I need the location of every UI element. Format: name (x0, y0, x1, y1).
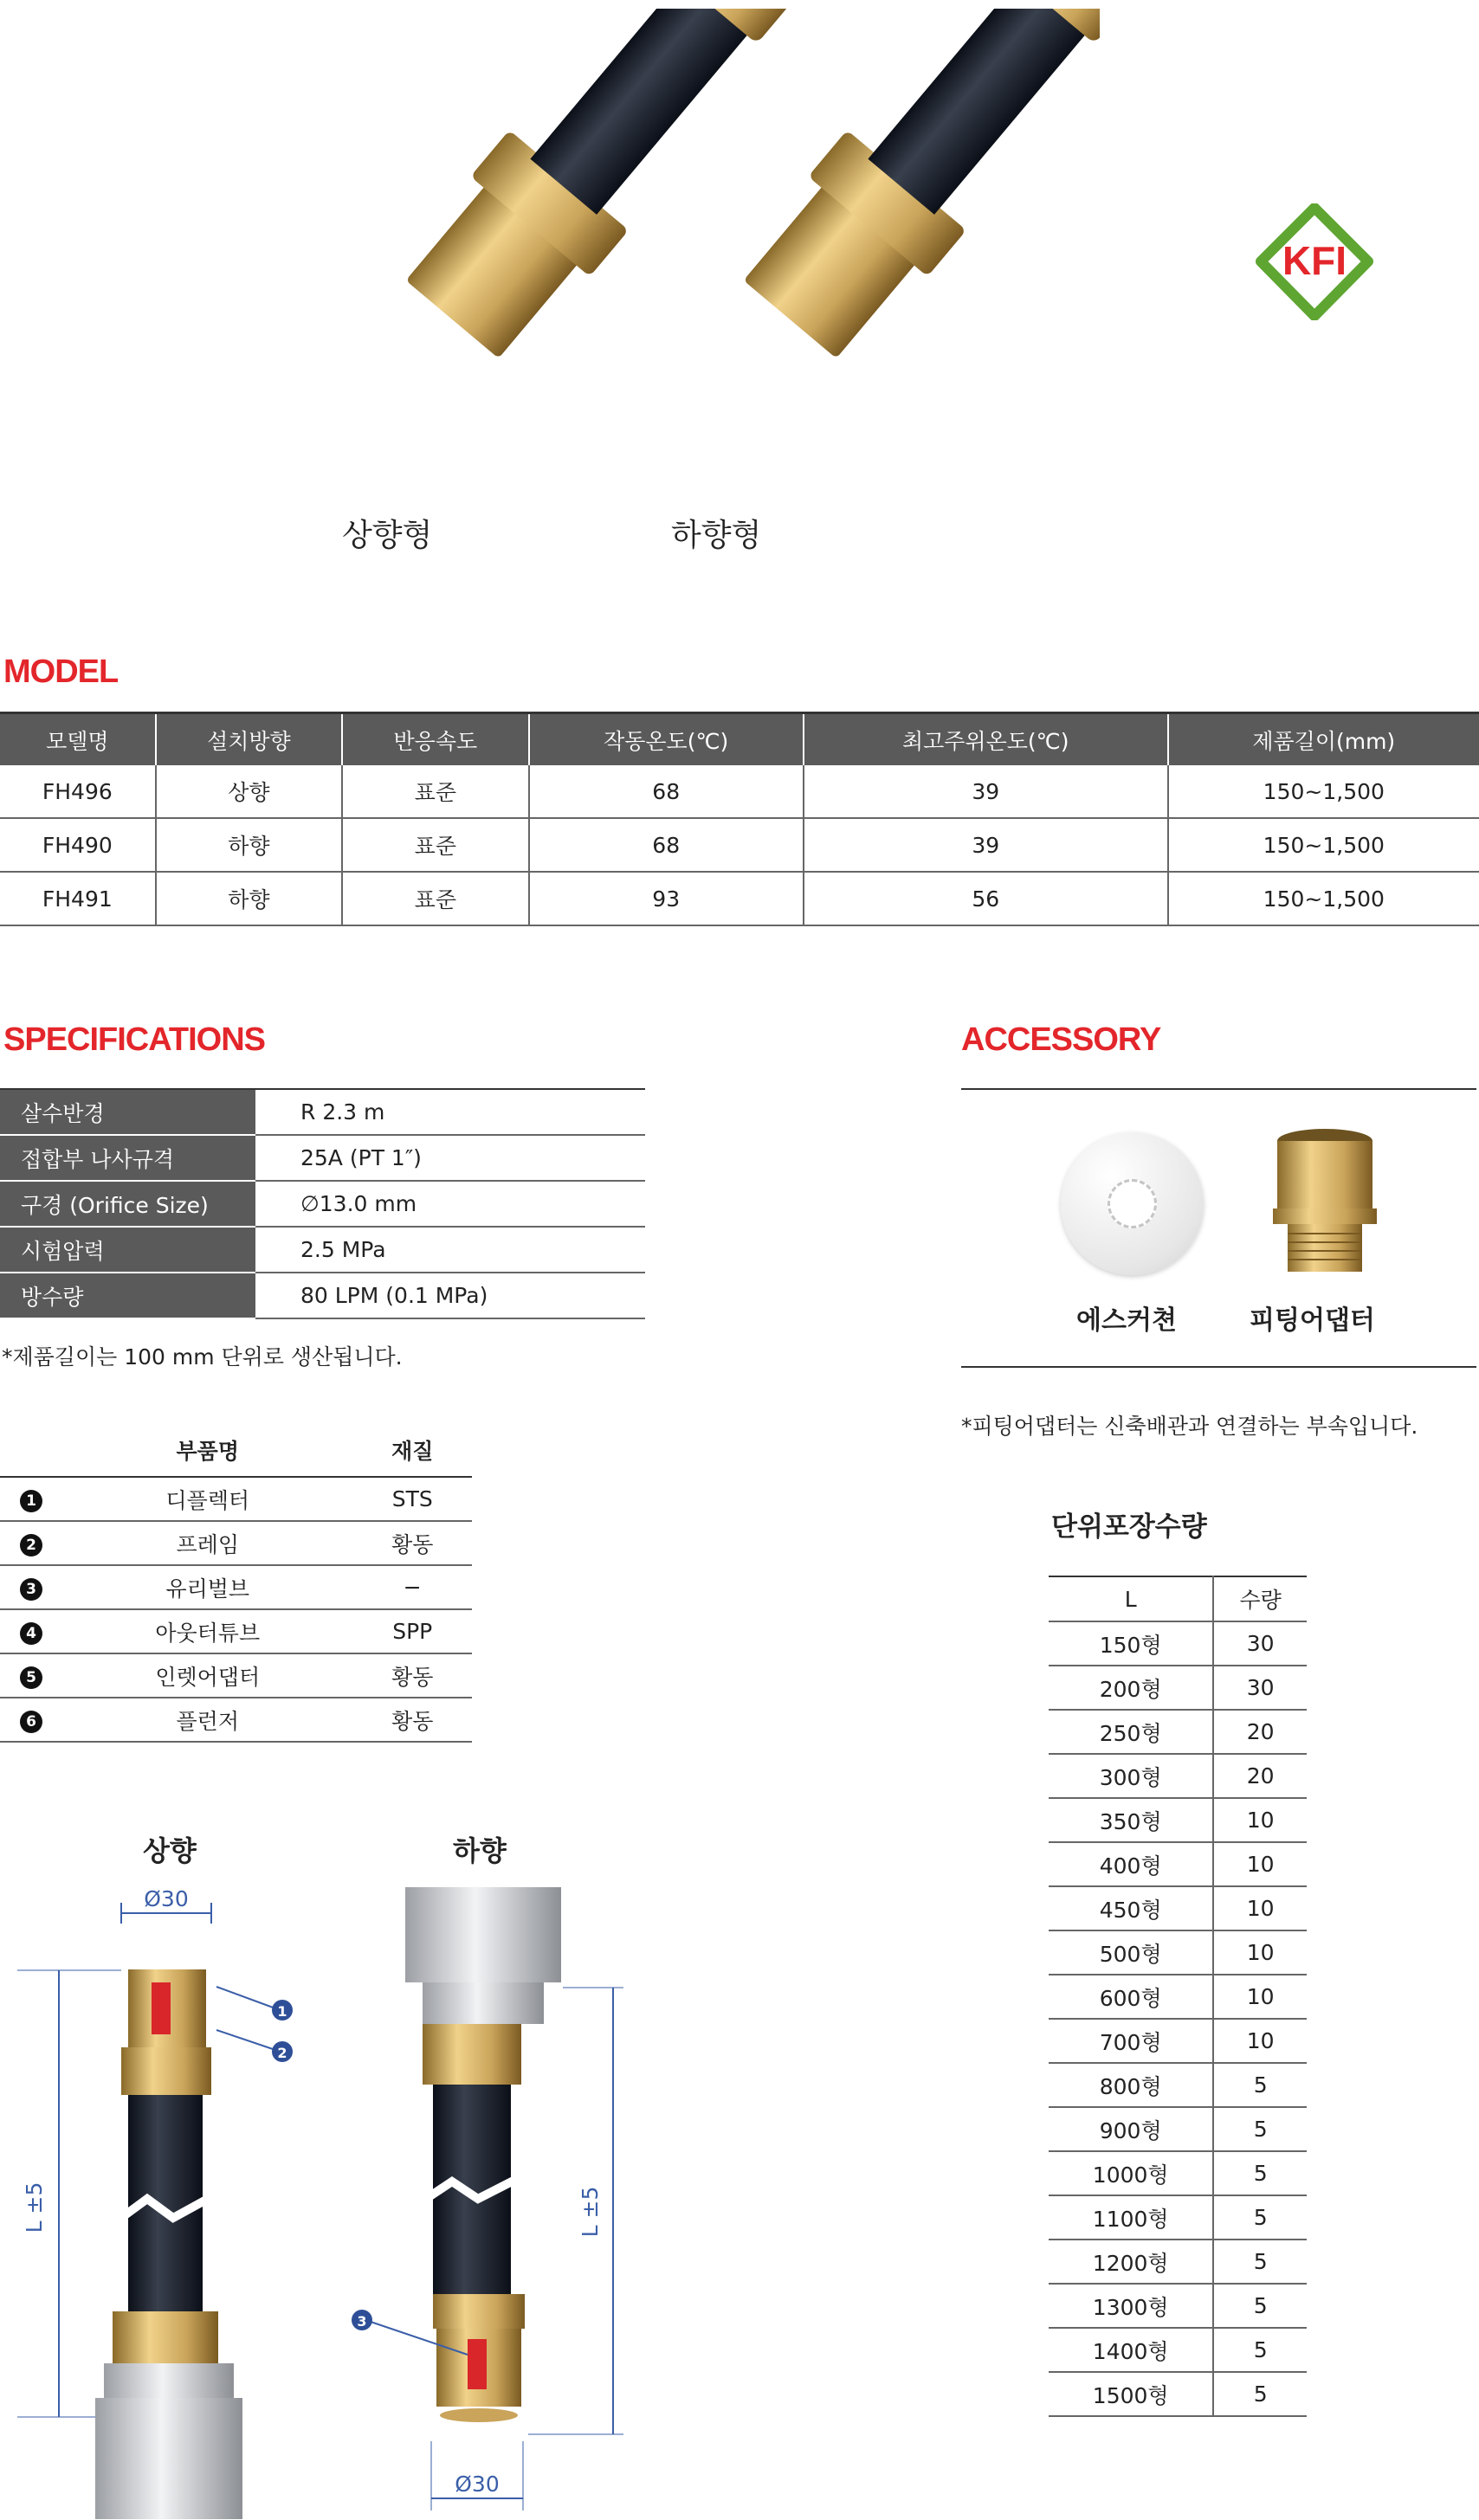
pendent-diagram (352, 1887, 623, 2510)
table-row (0, 1565, 472, 1609)
upright-width-label: Ø30 (144, 1887, 189, 1911)
model-col-direction: 설치방향 (156, 713, 342, 766)
pack-qty-cell: 10 (1213, 1842, 1307, 1886)
accessory-heading: ACCESSORY (961, 1022, 1161, 1058)
pack-length-cell: 300형 (1049, 1754, 1213, 1798)
callout-1: 1 (277, 2003, 287, 2020)
table-row (1049, 1666, 1307, 1710)
pack-qty-cell: 5 (1213, 2107, 1307, 2151)
parts-table (0, 1424, 472, 1743)
cell: 39 (804, 765, 1168, 818)
pack-qty-cell: 5 (1213, 2063, 1307, 2107)
cell: 황동 (353, 1653, 473, 1698)
pack-length-cell: 400형 (1049, 1842, 1213, 1886)
pack-qty-cell: 20 (1213, 1710, 1307, 1754)
cell: 68 (529, 765, 804, 818)
pendent-sprinkler-image (730, 9, 1100, 370)
cell: SPP (353, 1609, 473, 1653)
specifications-table (0, 1088, 645, 1319)
packaging-title: 단위포장수량 (1051, 1511, 1207, 1543)
part-number-badge: 6 (20, 1711, 42, 1733)
spec-key: 접합부 나사규격 (0, 1135, 255, 1181)
fitting-adapter-image (1269, 1125, 1381, 1281)
cell: STS (353, 1477, 473, 1521)
pack-qty-cell: 30 (1213, 1666, 1307, 1710)
table-row (1049, 2372, 1307, 2416)
cell: FH491 (0, 872, 156, 925)
accessory-top-rule (961, 1088, 1476, 1090)
table-row (0, 1135, 645, 1181)
cell: 황동 (353, 1521, 473, 1565)
specifications-heading: SPECIFICATIONS (3, 1022, 265, 1058)
table-row (0, 1181, 645, 1227)
caption-pendent: 하향형 (671, 518, 762, 553)
diagram-upright-title: 상향 (143, 1834, 197, 1867)
pack-length-cell: 1500형 (1049, 2372, 1213, 2416)
pack-qty-cell: 5 (1213, 2151, 1307, 2195)
model-col-max-temp: 최고주위온도(℃) (804, 713, 1168, 766)
cell: 프레임 (62, 1521, 353, 1565)
kfi-logo-text: KFI (1282, 238, 1347, 283)
pack-qty-cell: 5 (1213, 2240, 1307, 2284)
cell: 유리벌브 (62, 1565, 353, 1609)
cell: 150~1,500 (1168, 818, 1479, 872)
dimension-diagram (0, 1887, 693, 2520)
table-row (1049, 2284, 1307, 2328)
spec-key: 살수반경 (0, 1089, 255, 1135)
pack-length-cell: 1000형 (1049, 2151, 1213, 2195)
length-note: *제품길이는 100 mm 단위로 생산됩니다. (2, 1344, 403, 1370)
pack-length-cell: 450형 (1049, 1886, 1213, 1930)
part-number-badge: 1 (20, 1490, 42, 1512)
model-col-temp: 작동온도(℃) (529, 713, 804, 766)
cell: 150~1,500 (1168, 765, 1479, 818)
table-row (1049, 2063, 1307, 2107)
table-row (0, 1698, 472, 1742)
pack-col-length: L (1049, 1576, 1213, 1621)
table-row (0, 818, 1479, 872)
table-row (1049, 2019, 1307, 2063)
table-row (1049, 1975, 1307, 2019)
upright-diagram (17, 1887, 293, 2519)
spec-key: 방수량 (0, 1273, 255, 1318)
parts-col-material: 재질 (353, 1424, 473, 1477)
table-row (0, 1227, 645, 1273)
cell: 플런저 (62, 1698, 353, 1742)
diagram-pendent-title: 하향 (453, 1834, 507, 1867)
table-row (1049, 2195, 1307, 2240)
pack-length-cell: 150형 (1049, 1621, 1213, 1666)
spec-key: 시험압력 (0, 1227, 255, 1273)
pack-qty-cell: 5 (1213, 2284, 1307, 2328)
part-number-badge: 3 (20, 1578, 42, 1601)
pack-qty-cell: 5 (1213, 2195, 1307, 2240)
accessory-adapter-label: 피팅어댑터 (1250, 1305, 1375, 1336)
pack-length-cell: 1300형 (1049, 2284, 1213, 2328)
pack-qty-cell: 20 (1213, 1754, 1307, 1798)
pack-length-cell: 600형 (1049, 1975, 1213, 2019)
table-row (0, 1521, 472, 1565)
upright-length-label: L ±5 (22, 2182, 47, 2233)
part-number-badge: 4 (20, 1622, 42, 1645)
pack-length-cell: 700형 (1049, 2019, 1213, 2063)
pack-length-cell: 800형 (1049, 2063, 1213, 2107)
pack-length-cell: 900형 (1049, 2107, 1213, 2151)
pack-qty-cell: 10 (1213, 2019, 1307, 2063)
cell: 150~1,500 (1168, 872, 1479, 925)
cell: 93 (529, 872, 804, 925)
pack-length-cell: 250형 (1049, 1710, 1213, 1754)
table-row (1049, 1886, 1307, 1930)
pendent-length-label: L ±5 (578, 2186, 603, 2238)
accessory-note: *피팅어댑터는 신축배관과 연결하는 부속입니다. (961, 1414, 1418, 1439)
table-row (1049, 2151, 1307, 2195)
pack-length-cell: 350형 (1049, 1798, 1213, 1842)
pack-qty-cell: 5 (1213, 2372, 1307, 2416)
table-row (0, 765, 1479, 818)
pack-col-qty: 수량 (1213, 1576, 1307, 1621)
table-row (0, 1653, 472, 1698)
table-row (1049, 2240, 1307, 2284)
parts-col-name: 부품명 (62, 1424, 353, 1477)
model-col-name: 모델명 (0, 713, 156, 766)
cell: FH496 (0, 765, 156, 818)
table-row (0, 1477, 472, 1521)
pack-qty-cell: 30 (1213, 1621, 1307, 1666)
pack-length-cell: 1200형 (1049, 2240, 1213, 2284)
spec-value: R 2.3 m (255, 1089, 645, 1135)
cell: 하향 (156, 872, 342, 925)
table-row (1049, 1754, 1307, 1798)
table-row (0, 1089, 645, 1135)
packaging-table (1049, 1576, 1307, 2417)
caption-upright: 상향형 (342, 518, 433, 553)
table-row (0, 1609, 472, 1653)
spec-value: 80 LPM (0.1 MPa) (255, 1273, 645, 1318)
cell: 디플렉터 (62, 1477, 353, 1521)
pack-length-cell: 200형 (1049, 1666, 1213, 1710)
pack-qty-cell: 10 (1213, 1975, 1307, 2019)
cell: 황동 (353, 1698, 473, 1742)
cell: 68 (529, 818, 804, 872)
pack-length-cell: 500형 (1049, 1930, 1213, 1975)
cell: 표준 (342, 765, 528, 818)
escutcheon-image (1061, 1132, 1204, 1275)
pack-length-cell: 1400형 (1049, 2328, 1213, 2372)
cell: FH490 (0, 818, 156, 872)
table-row (1049, 2328, 1307, 2372)
pack-length-cell: 1100형 (1049, 2195, 1213, 2240)
accessory-escutcheon-label: 에스커쳔 (1076, 1305, 1177, 1336)
cell: 아웃터튜브 (62, 1609, 353, 1653)
pack-qty-cell: 10 (1213, 1930, 1307, 1975)
cell: 표준 (342, 818, 528, 872)
model-col-response: 반응속도 (342, 713, 528, 766)
model-col-length: 제품길이(mm) (1168, 713, 1479, 766)
cell: 표준 (342, 872, 528, 925)
part-number-badge: 2 (20, 1534, 42, 1556)
table-row (1049, 2107, 1307, 2151)
accessory-bottom-rule (961, 1366, 1476, 1368)
spec-value: 25A (PT 1″) (255, 1135, 645, 1181)
table-row (1049, 1621, 1307, 1666)
product-photos (286, 9, 1100, 493)
kfi-logo (1254, 203, 1375, 320)
cell: 56 (804, 872, 1168, 925)
cell: 상향 (156, 765, 342, 818)
cell: 하향 (156, 818, 342, 872)
table-row (0, 1273, 645, 1318)
pack-qty-cell: 10 (1213, 1886, 1307, 1930)
model-table (0, 712, 1479, 926)
pack-qty-cell: 10 (1213, 1798, 1307, 1842)
table-row (1049, 1930, 1307, 1975)
callout-2: 2 (277, 2045, 287, 2061)
table-row (1049, 1710, 1307, 1754)
pack-qty-cell: 5 (1213, 2328, 1307, 2372)
spec-key: 구경 (Orifice Size) (0, 1181, 255, 1227)
parts-col-num (0, 1424, 62, 1477)
pendent-width-label: Ø30 (455, 2472, 500, 2497)
cell: − (353, 1565, 473, 1609)
table-row (1049, 1842, 1307, 1886)
table-row (0, 872, 1479, 925)
part-number-badge: 5 (20, 1666, 42, 1689)
callout-3: 3 (357, 2313, 367, 2330)
cell: 인렛어댑터 (62, 1653, 353, 1698)
cell: 39 (804, 818, 1168, 872)
table-row (1049, 1798, 1307, 1842)
spec-value: 2.5 MPa (255, 1227, 645, 1273)
model-heading: MODEL (3, 654, 119, 690)
spec-value: ∅13.0 mm (255, 1181, 645, 1227)
